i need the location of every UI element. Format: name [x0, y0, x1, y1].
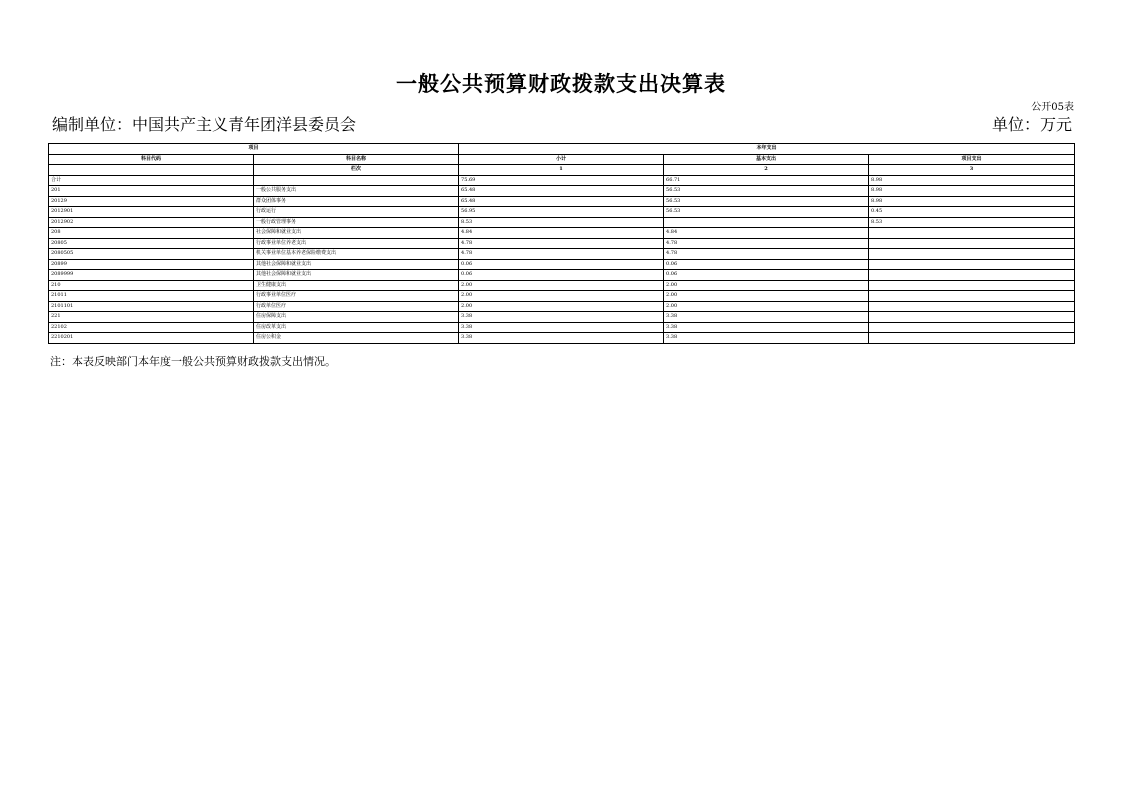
cell-name: 机关事业单位基本养老保险缴费支出	[254, 249, 459, 260]
cell-name: 其他社会保障和就业支出	[254, 270, 459, 281]
report-title: 一般公共预算财政拨款支出决算表	[396, 71, 726, 96]
table-note: 注：本表反映部门本年度一般公共预算财政拨款支出情况。	[50, 355, 336, 368]
cell-name: 住房公积金	[254, 333, 459, 344]
cell-basic: 2.00	[664, 280, 869, 291]
cell-subtotal: 8.53	[459, 217, 664, 228]
cell-code: 20805	[49, 238, 254, 249]
cell-name: 行政运行	[254, 207, 459, 218]
cell-code: 221	[49, 312, 254, 323]
cell-code: 21011	[49, 291, 254, 302]
table-row	[49, 333, 1075, 344]
cell-subtotal: 65.48	[459, 196, 664, 207]
cell-name: 住房改革支出	[254, 322, 459, 333]
cell-code: 2089999	[49, 270, 254, 281]
cell-name: 行政事业单位医疗	[254, 291, 459, 302]
cell-code: 2012901	[49, 207, 254, 218]
cell-name: 一般公共服务支出	[254, 186, 459, 197]
cell-basic: 3.38	[664, 312, 869, 323]
cell-subtotal: 75.69	[459, 175, 664, 186]
table-row	[49, 259, 1075, 270]
table-row	[49, 280, 1075, 291]
cell-subtotal: 56.95	[459, 207, 664, 218]
table-row	[49, 249, 1075, 260]
header-row-1	[49, 144, 1075, 155]
cell-name: 卫生健康支出	[254, 280, 459, 291]
cell-subtotal: 2.00	[459, 280, 664, 291]
cell-code: 201	[49, 186, 254, 197]
cell-project	[869, 228, 1075, 239]
cell-name	[254, 175, 459, 186]
form-number: 公开05表	[1031, 102, 1074, 113]
cell-subtotal: 4.78	[459, 249, 664, 260]
cell-project: 8.53	[869, 217, 1075, 228]
header-project-expenditure: 项目支出	[869, 154, 1075, 165]
header-col-index: 栏次	[254, 165, 459, 176]
cell-name: 住房保障支出	[254, 312, 459, 323]
cell-name: 社会保障和就业支出	[254, 228, 459, 239]
table-row	[49, 291, 1075, 302]
unit-label: 单位：万元	[991, 115, 1072, 134]
table-row	[49, 238, 1075, 249]
cell-code: 20129	[49, 196, 254, 207]
cell-basic: 0.06	[664, 270, 869, 281]
cell-basic: 56.53	[664, 196, 869, 207]
cell-name: 群众团体事务	[254, 196, 459, 207]
cell-code: 208	[49, 228, 254, 239]
cell-subtotal: 65.48	[459, 186, 664, 197]
cell-code: 22102	[49, 322, 254, 333]
header-basic: 基本支出	[664, 154, 869, 165]
cell-basic: 56.53	[664, 186, 869, 197]
cell-basic: 4.84	[664, 228, 869, 239]
cell-name: 其他社会保障和就业支出	[254, 259, 459, 270]
header-row-2	[49, 154, 1075, 165]
cell-basic: 2.00	[664, 301, 869, 312]
cell-subtotal: 3.38	[459, 312, 664, 323]
table-row	[49, 186, 1075, 197]
header-current-year: 本年支出	[459, 144, 1075, 155]
cell-project	[869, 301, 1075, 312]
table-row	[49, 217, 1075, 228]
header-blank	[49, 165, 254, 176]
header-code: 科目代码	[49, 154, 254, 165]
cell-subtotal: 0.06	[459, 270, 664, 281]
cell-basic: 4.78	[664, 249, 869, 260]
cell-project: 8.98	[869, 186, 1075, 197]
cell-code: 2210201	[49, 333, 254, 344]
cell-basic: 56.53	[664, 207, 869, 218]
cell-project	[869, 312, 1075, 323]
cell-basic: 4.78	[664, 238, 869, 249]
cell-code: 2080505	[49, 249, 254, 260]
cell-code: 2101101	[49, 301, 254, 312]
cell-basic: 3.38	[664, 322, 869, 333]
table-row	[49, 228, 1075, 239]
cell-project: 8.98	[869, 175, 1075, 186]
cell-code: 210	[49, 280, 254, 291]
header-subtotal: 小计	[459, 154, 664, 165]
cell-subtotal: 3.38	[459, 333, 664, 344]
cell-basic: 66.71	[664, 175, 869, 186]
cell-code: 合计	[49, 175, 254, 186]
cell-project	[869, 238, 1075, 249]
cell-project	[869, 259, 1075, 270]
header-name: 科目名称	[254, 154, 459, 165]
cell-name: 行政单位医疗	[254, 301, 459, 312]
cell-subtotal: 3.38	[459, 322, 664, 333]
cell-project: 0.45	[869, 207, 1075, 218]
header-col-3: 3	[869, 165, 1075, 176]
table-row	[49, 322, 1075, 333]
table-row	[49, 270, 1075, 281]
expenditure-table	[48, 143, 1075, 344]
cell-basic	[664, 217, 869, 228]
table-row	[49, 196, 1075, 207]
cell-basic: 3.38	[664, 333, 869, 344]
cell-project	[869, 249, 1075, 260]
header-col-2: 2	[664, 165, 869, 176]
organization-label: 编制单位：中国共产主义青年团洋县委员会	[52, 115, 357, 134]
cell-subtotal: 4.84	[459, 228, 664, 239]
cell-name: 行政事业单位养老支出	[254, 238, 459, 249]
cell-project: 8.98	[869, 196, 1075, 207]
cell-project	[869, 280, 1075, 291]
cell-basic: 0.06	[664, 259, 869, 270]
table-row	[49, 312, 1075, 323]
table-row	[49, 207, 1075, 218]
cell-project	[869, 291, 1075, 302]
cell-code: 20899	[49, 259, 254, 270]
cell-project	[869, 270, 1075, 281]
cell-subtotal: 4.78	[459, 238, 664, 249]
header-col-1: 1	[459, 165, 664, 176]
cell-code: 2012902	[49, 217, 254, 228]
cell-subtotal: 2.00	[459, 291, 664, 302]
cell-project	[869, 322, 1075, 333]
cell-project	[869, 333, 1075, 344]
header-row-3	[49, 165, 1075, 176]
cell-basic: 2.00	[664, 291, 869, 302]
table-row	[49, 301, 1075, 312]
cell-subtotal: 2.00	[459, 301, 664, 312]
cell-subtotal: 0.06	[459, 259, 664, 270]
header-project: 项目	[49, 144, 459, 155]
cell-name: 一般行政管理事务	[254, 217, 459, 228]
table-row	[49, 175, 1075, 186]
